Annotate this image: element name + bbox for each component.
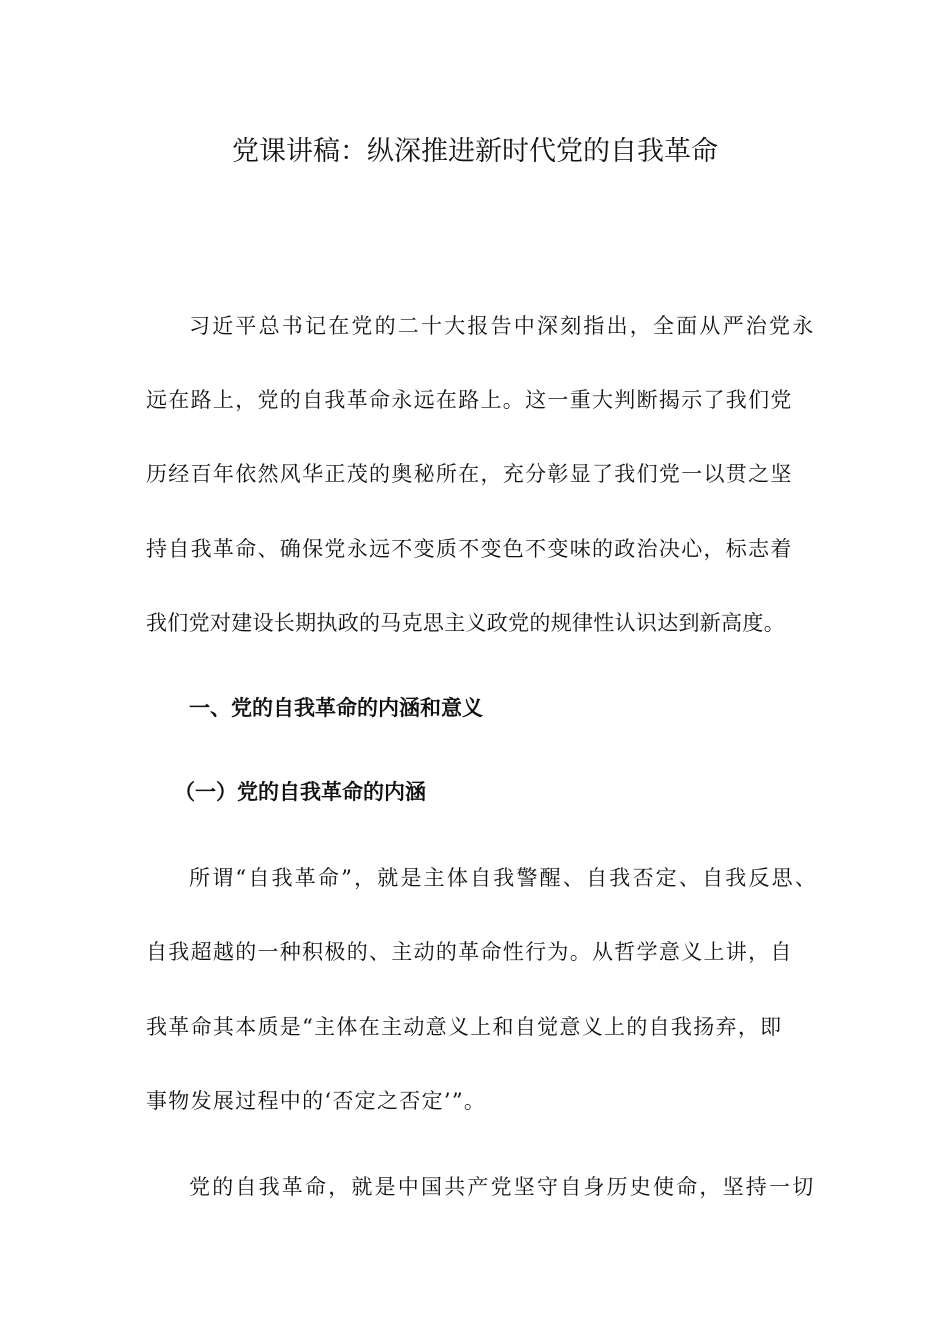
paragraph-line: 习近平总书记在党的二十大报告中深刻指出，全面从严治党永: [189, 314, 816, 338]
section-heading: 一、党的自我革命的内涵和意义: [189, 696, 483, 720]
paragraph-line: 我革命其本质是“主体在主动意义上和自觉意义上的自我扬弃，即: [146, 1015, 783, 1039]
paragraph-line: 历经百年依然风华正茂的奥秘所在，充分彰显了我们党一以贯之坚: [146, 462, 793, 486]
paragraph-line: 持自我革命、确保党永远不变质不变色不变味的政治决心，标志着: [146, 537, 793, 561]
document-title: 党课讲稿：纵深推进新时代党的自我革命: [232, 136, 718, 167]
paragraph-line: 远在路上，党的自我革命永远在路上。这一重大判断揭示了我们党: [146, 388, 793, 412]
paragraph-line: 党的自我革命，就是中国共产党坚守自身历史使命，坚持一切: [189, 1175, 816, 1199]
paragraph-line: 我们党对建设长期执政的马克思主义政党的规律性认识达到新高度。: [146, 611, 785, 635]
paragraph-line: 事物发展过程中的‘否定之否定’”。: [146, 1089, 487, 1113]
paragraph-line: 自我超越的一种积极的、主动的革命性行为。从哲学意义上讲，自: [146, 940, 793, 964]
paragraph-line: 所谓“自我革命”，就是主体自我警醒、自我否定、自我反思、: [189, 866, 819, 890]
subsection-heading: （一）党的自我革命的内涵: [174, 780, 426, 804]
